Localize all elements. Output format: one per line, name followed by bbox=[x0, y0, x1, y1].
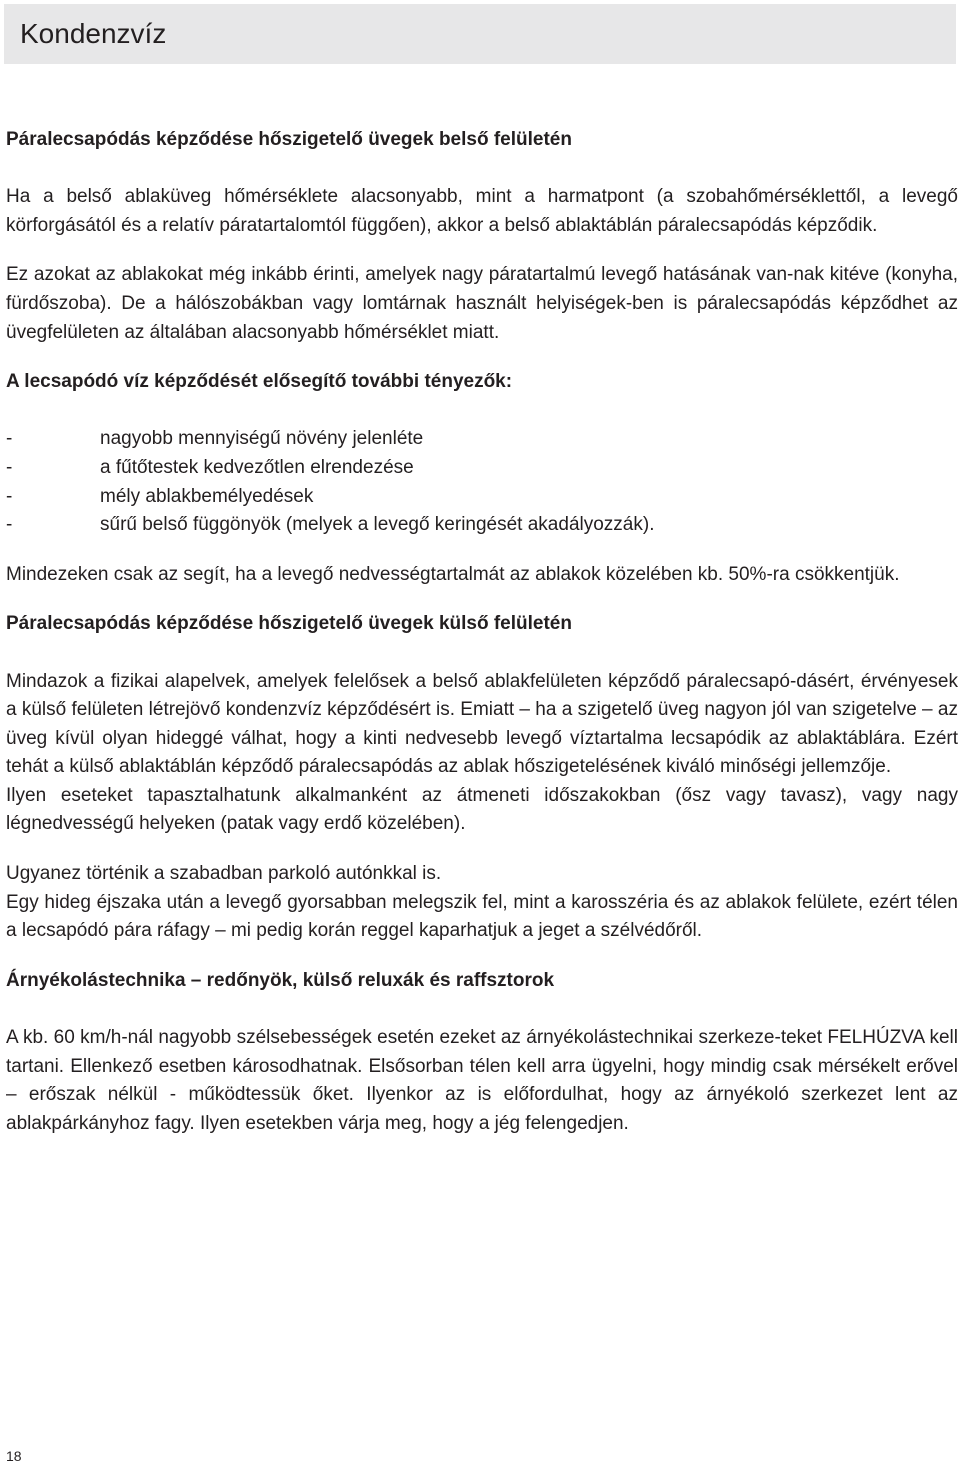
section-heading-outer-surface: Páralecsapódás képződése hőszigetelő üvegek külső felületén bbox=[6, 613, 572, 635]
paragraph-humidity-conclusion: Mindezeken csak az segít, ha a levegő nedvességtartalmát az ablakok közelében kb. 50%-ra csökkentjük. bbox=[6, 563, 900, 585]
list-item-text: a fűtőtestek kedvezőtlen elrendezése bbox=[100, 456, 414, 478]
list-dash: - bbox=[6, 456, 13, 478]
page-title: Kondenzvíz bbox=[20, 18, 167, 49]
list-item bbox=[6, 425, 958, 454]
list-dash: - bbox=[6, 485, 13, 507]
list-item-text: nagyobb mennyiségű növény jelenléte bbox=[100, 428, 424, 450]
paragraph-parked-cars: Ugyanez történik a szabadban parkoló autónkkal is. bbox=[6, 863, 442, 885]
list-item bbox=[6, 483, 958, 512]
list-item-text: mély ablakbemélyedések bbox=[100, 485, 314, 507]
factors-heading: A lecsapódó víz képződését elősegítő további tényezők: bbox=[6, 371, 513, 393]
section-heading-inner-surface: Páralecsapódás képződése hőszigetelő üvegek belső felületén bbox=[6, 129, 572, 150]
page-number: 18 bbox=[6, 1448, 22, 1464]
title-bar bbox=[4, 4, 956, 64]
list-dash: - bbox=[6, 514, 13, 536]
paragraph-wind-speed: A kb. 60 km/h-nál nagyobb szélsebességek esetén ezeket az árnyékolástechnikai szerkeze-teket FELHÚZVA kell tartani. Ellenkező esetben károsodhatnak. Elsősorban télen kell arra ügyelni, hogy mindig csak mérsékelt erővel – erőszak nélkül - működtessük őket. Ilyenkor az is előfordulhat, hogy az árnyékoló szerkezet lent az ablakpárkányhoz fagy. Ilyen esetekben várja meg, hogy a jég felengedjen. bbox=[6, 1027, 958, 1134]
document-body bbox=[6, 126, 958, 1138]
paragraph-cold-night: Egy hideg éjszaka után a levegő gyorsabban melegszik fel, mint a karosszéria és az ablakok felülete, ezért télen a lecsapódó pára ráfagy – mi pedig korán reggel kaparhatjuk a jeget a szélvédőről. bbox=[6, 891, 958, 942]
paragraph-affected-rooms: Ez azokat az ablakokat még inkább érinti, amelyek nagy páratartalmú levegő hatásának van-nak kitéve (konyha, fürdőszoba). De a hálószobákban vagy lomtárnak használt helyiségek-ben is páralecsapódás képződhet az üvegfelületen az általában alacsonyabb hőmérséklet miatt. bbox=[6, 264, 958, 343]
list-item-text: sűrű belső függönyök (melyek a levegő keringését akadályozzák). bbox=[100, 514, 655, 536]
paragraph-transitional-periods: Ilyen eseteket tapasztalhatunk alkalmanként az átmeneti időszakokban (ősz vagy tavasz), vagy nagy légnedvességű helyeken (patak vagy erdő közelében). bbox=[6, 784, 958, 835]
paragraph-outer-condensation: Mindazok a fizikai alapelvek, amelyek felelősek a belső ablakfelületen képződő páralecsapó-dásért, érvényesek a külső felületen létrejövő kondenzvíz képződésért is. Emiatt – ha a szigetelő üveg nagyon jól van szigetelve – az üveg kívül olyan hideggé válhat, hogy a kinti nedvesebb levegő víztartalma lecsapódik az ablaktáblára. Ezért tehát a külső ablaktáblán képződő páralecsapódás az ablak hőszigetelésének kiváló minőségi jellemzője. bbox=[6, 670, 958, 778]
paragraph-dew-point: Ha a belső ablaküveg hőmérséklete alacsonyabb, mint a harmatpont (a szobahőmérséklettől, a levegő körforgásától és a relatív páratartalomtól függően), akkor a belső ablaktáblán páralecsapódás képződik. bbox=[6, 186, 958, 236]
section-heading-shading: Árnyékolástechnika – redőnyök, külső reluxák és raffsztorok bbox=[6, 969, 555, 991]
list-item bbox=[6, 454, 958, 483]
factors-list bbox=[6, 425, 958, 539]
list-item bbox=[6, 511, 958, 540]
list-dash: - bbox=[6, 428, 13, 450]
